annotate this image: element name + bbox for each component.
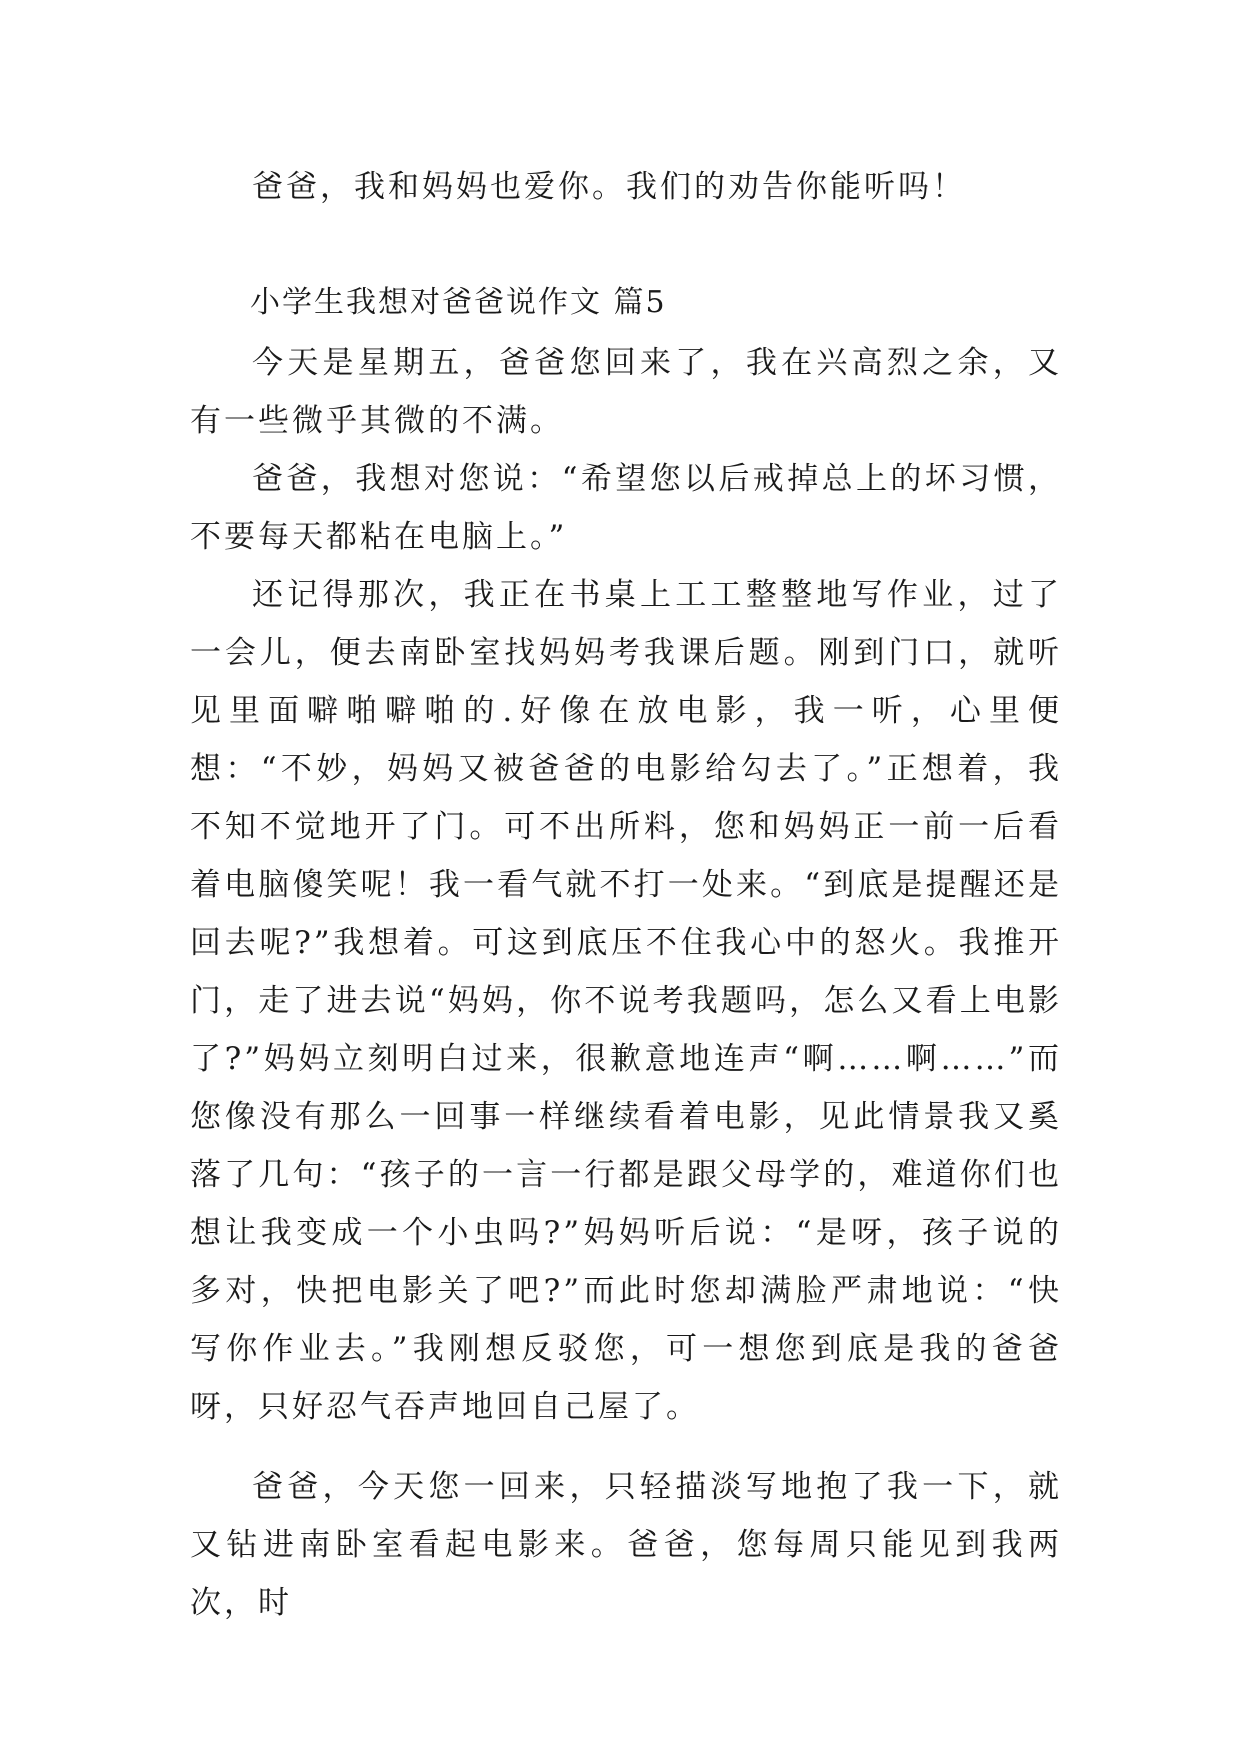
closing-paragraph: 爸爸，我和妈妈也爱你。我们的劝告你能听吗！ xyxy=(252,169,966,205)
essay-heading: 小学生我想对爸爸说作文 篇5 xyxy=(250,285,667,320)
document-body xyxy=(190,158,1062,1632)
essay-paragraph-4: 爸爸，今天您一回来，只轻描淡写地抱了我一下，就又钻进南卧室看起电影来。爸爸，您每周只能见到我两次，时 xyxy=(190,1469,1062,1621)
essay-paragraph-2: 爸爸，我想对您说：“希望您以后戒掉总上的坏习惯，不要每天都粘在电脑上。” xyxy=(190,461,1062,555)
essay-paragraph-1: 今天是星期五，爸爸您回来了，我在兴高烈之余，又有一些微乎其微的不满。 xyxy=(190,345,1062,439)
essay-paragraph-3: 还记得那次，我正在书桌上工工整整地写作业，过了一会儿，便去南卧室找妈妈考我课后题。刚到门口，就听见里面噼啪噼啪的.好像在放电影，我一听，心里便想：“不妙，妈妈又被爸爸的电影给勾去了。”正想着，我不知不觉地开了门。可不出所料，您和妈妈正一前一后看着电脑傻笑呢！我一看气就不打一处来。“到底是提醒还是回去呢?”我想着。可这到底压不住我心中的怒火。我推开门，走了进去说“妈妈，你不说考我题吗，怎么又看上电影了?”妈妈立刻明白过来，很歉意地连声“啊……啊……”而您像没有那么一回事一样继续看着电影，见此情景我又奚落了几句：“孩子的一言一行都是跟父母学的，难道你们也想让我变成一个小虫吗?”妈妈听后说：“是呀，孩子说的多对，快把电影关了吧?”而此时您却满脸严肃地说：“快写你作业去。”我刚想反驳您，可一想您到底是我的爸爸呀，只好忍气吞声地回自己屋了。 xyxy=(190,577,1062,1425)
